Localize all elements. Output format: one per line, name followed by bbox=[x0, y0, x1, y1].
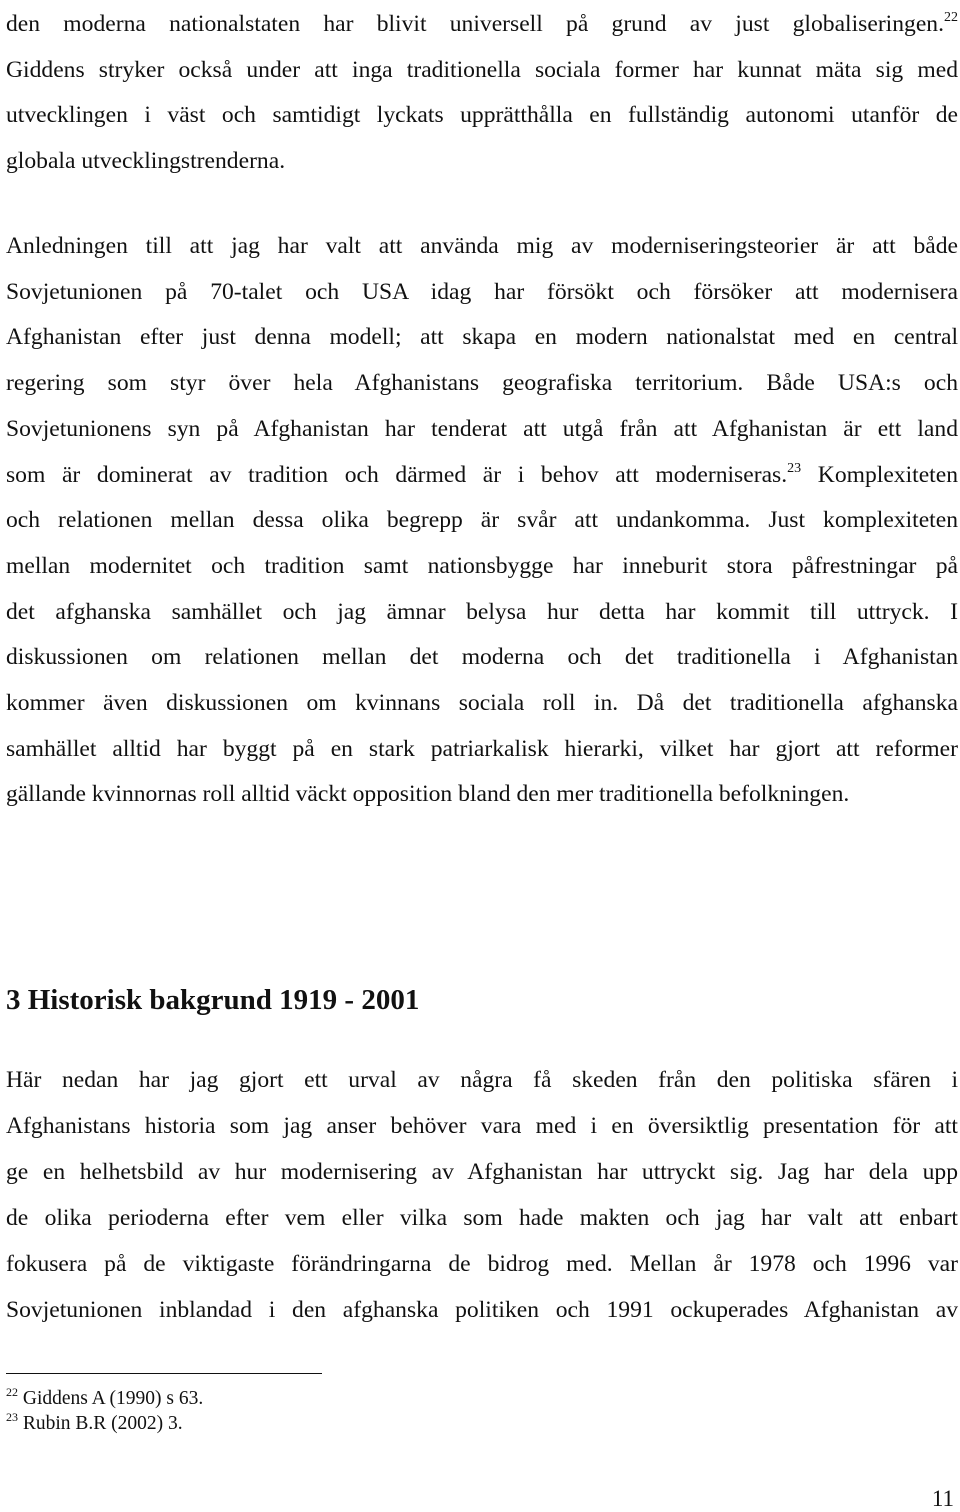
text-line: diskussionen om relationen mellan det moderna och det traditionella i Afghanistan bbox=[6, 644, 958, 671]
text-line: fokusera på de viktigaste förändringarna de bidrog med. Mellan år 1978 och 1996 var bbox=[6, 1251, 958, 1277]
footnote-separator bbox=[6, 1373, 322, 1374]
footnotes bbox=[6, 1386, 203, 1436]
text-line: Anledningen till att jag har valt att använda mig av moderniseringsteorier är att både bbox=[6, 233, 958, 259]
paragraph bbox=[6, 1057, 958, 1333]
text-line: gällande kvinnornas roll alltid väckt opposition bland den mer traditionella befolkningen. bbox=[6, 781, 850, 808]
text-line: globala utvecklingstrenderna. bbox=[6, 147, 286, 174]
document-page bbox=[6, 0, 958, 1512]
text-line: Afghanistans historia som jag anser behöver vara med i en översiktlig presentation för att bbox=[6, 1113, 958, 1139]
text-line: Giddens stryker också under att inga traditionella sociala former har kunnat mäta sig med bbox=[6, 56, 958, 83]
text-line: och relationen mellan dessa olika begrepp är svår att undankomma. Just komplexiteten bbox=[6, 507, 958, 534]
footnote-number: 23 bbox=[6, 1410, 18, 1424]
footnote bbox=[6, 1411, 203, 1436]
text-line: Här nedan har jag gjort ett urval av några få skeden från den politiska sfären i bbox=[6, 1067, 958, 1093]
text-line: ge en helhetsbild av hur modernisering av Afghanistan har uttryckt sig. Jag har dela upp bbox=[6, 1159, 958, 1185]
text-line: den moderna nationalstaten har blivit universell på grund av just globaliseringen.$^{22}$ bbox=[6, 10, 958, 37]
text-line: det afghanska samhället och jag ämnar belysa hur detta har kommit till uttryck. I bbox=[6, 598, 958, 625]
text-line: samhället alltid har byggt på en stark patriarkalisk hierarki, vilket har gjort att reformer bbox=[6, 735, 958, 762]
text-line: Sovjetunionen inblandad i den afghanska politiken och 1991 ockuperades Afghanistan av bbox=[6, 1297, 958, 1323]
footnote-ref: 22 bbox=[944, 10, 958, 25]
paragraph bbox=[6, 2, 958, 184]
text-line: utvecklingen i väst och samtidigt lyckats upprätthålla en fullständig autonomi utanför de bbox=[6, 102, 958, 128]
footnote bbox=[6, 1386, 203, 1411]
text-line: som är dominerat av tradition och därmed är i behov att moderniseras.$^{23}$ Komplexiteten bbox=[6, 460, 958, 488]
footnote-text: Rubin B.R (2002) 3. bbox=[22, 1413, 183, 1434]
text-line: de olika perioderna efter vem eller vilka som hade makten och jag har valt att enbart bbox=[6, 1205, 958, 1231]
text-line: Sovjetunionen på 70-talet och USA idag har försökt och försöker att modernisera bbox=[6, 278, 958, 305]
text-line: Sovjetunionens syn på Afghanistan har tenderat att utgå från att Afghanistan är ett land bbox=[6, 415, 958, 442]
page-number: 11 bbox=[931, 1486, 954, 1511]
text-line: Afghanistan efter just denna modell; att skapa en modern nationalstat med en central bbox=[6, 324, 958, 351]
footnote-text: Giddens A (1990) s 63. bbox=[22, 1388, 204, 1409]
footnote-ref: 23 bbox=[787, 460, 802, 476]
text-line: mellan modernitet och tradition samt nationsbygge har inneburit stora påfrestningar på bbox=[6, 552, 958, 579]
footnote-number: 22 bbox=[6, 1385, 18, 1399]
paragraph bbox=[6, 224, 958, 818]
text-line: regering som styr över hela Afghanistans geografiska territorium. Både USA:s och bbox=[6, 370, 958, 397]
text-line: kommer även diskussionen om kvinnans sociala roll in. Då det traditionella afghanska bbox=[6, 690, 958, 717]
section-heading: 3 Historisk bakgrund 1919 - 2001 bbox=[6, 984, 420, 1016]
